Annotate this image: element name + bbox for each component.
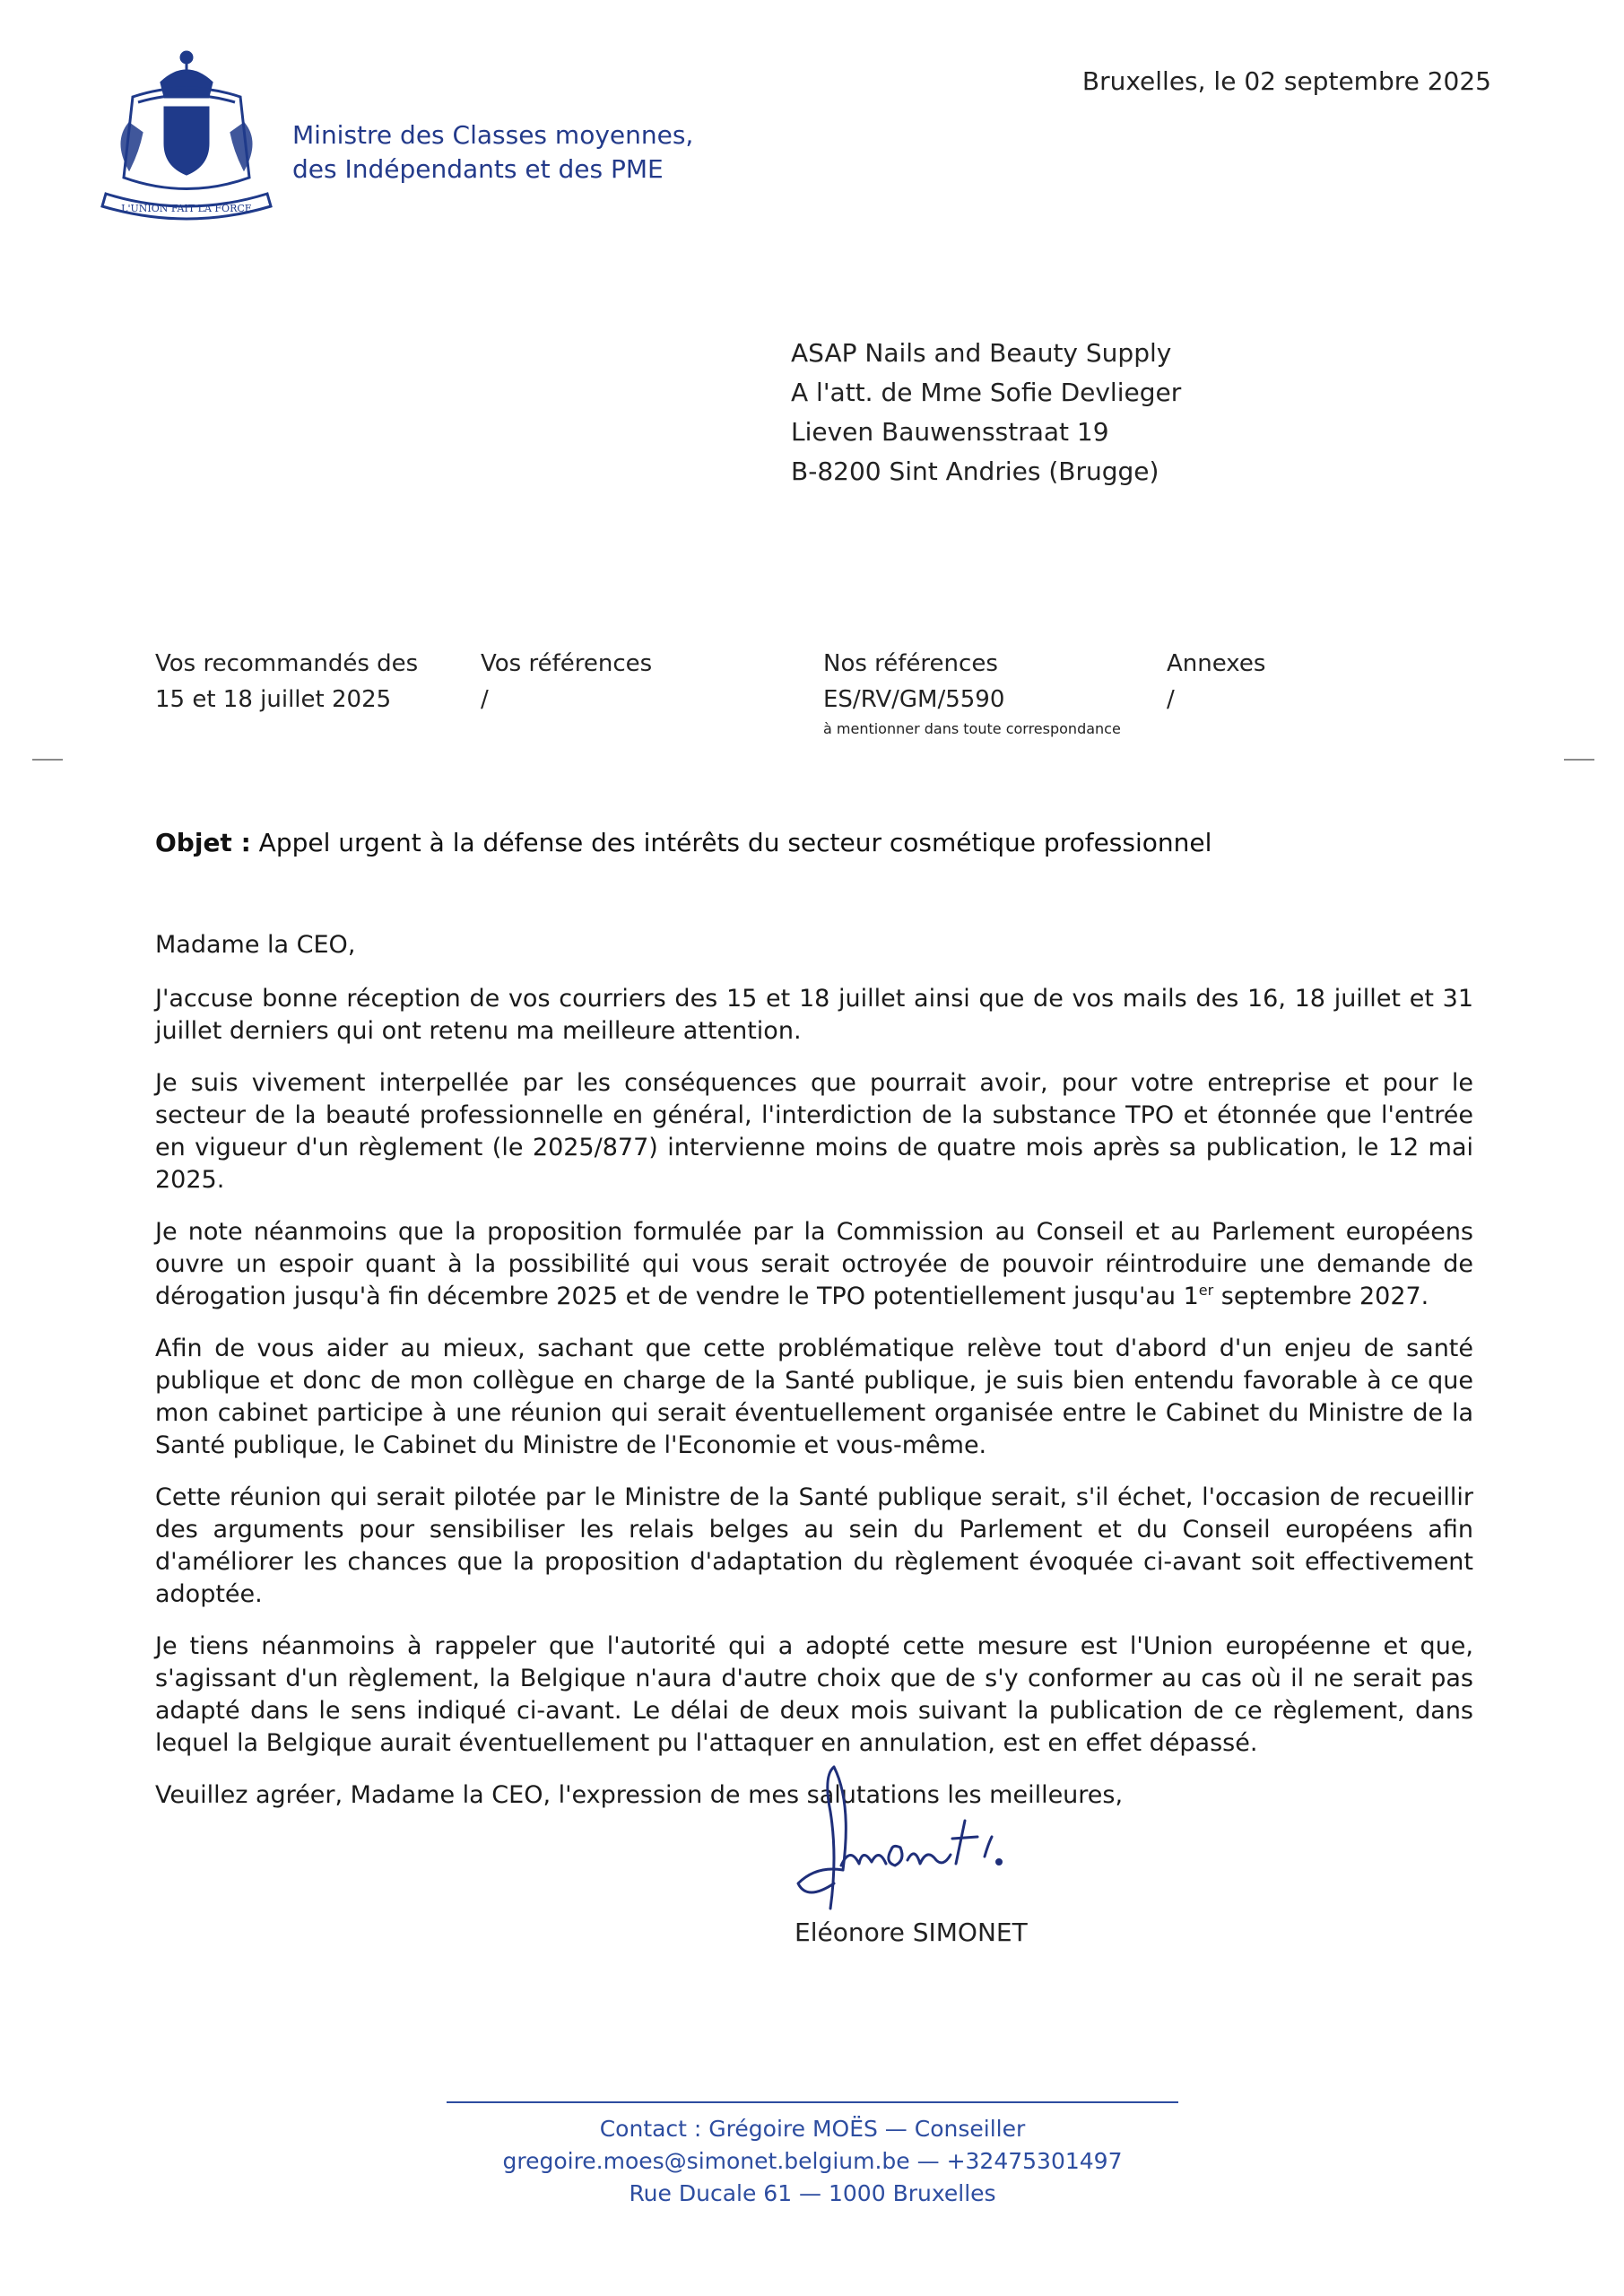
ministry-name xyxy=(292,118,693,187)
superscript-er: er xyxy=(1198,1282,1214,1299)
ref-value: / xyxy=(1167,686,1175,713)
paragraph-3-text: Je note néanmoins que la proposition formulée par la Commission au Conseil et au Parlement européens ouvre un espoir quant à la possibilité qui vous serait octroyée de pouvoir réintroduire une demande de dérogation jusqu'à fin décembre 2025 et de vendre le TPO potentiellement jusqu'au 1 xyxy=(155,1218,1473,1310)
ref-annexes xyxy=(1167,646,1265,718)
ref-value: ES/RV/GM/5590 xyxy=(823,686,1005,713)
ref-label: Annexes xyxy=(1167,650,1266,677)
paragraph-5: Cette réunion qui serait pilotée par le Ministre de la Santé publique serait, s'il échet, l'occasion de recueillir des arguments pour sensibiliser les relais belges au sein du Parlement et du Conseil européens afin d'améliorer les chances que la proposition d'adaptation du règlement évoquée ci-avant soit effectivement adoptée. xyxy=(155,1483,1473,1608)
fold-mark-right xyxy=(1564,759,1594,761)
subject-line xyxy=(155,828,1211,857)
recipient-attention: A l'att. de Mme Sofie Devlieger xyxy=(791,378,1182,407)
ministry-line-1: Ministre des Classes moyennes, xyxy=(292,120,694,150)
recipient-street: Lieven Bauwensstraat 19 xyxy=(791,417,1109,447)
ref-value: / xyxy=(481,686,489,713)
ref-label: Vos recommandés des xyxy=(155,650,419,677)
ref-note: à mentionner dans toute correspondance xyxy=(823,720,1121,737)
salutation: Madame la CEO, xyxy=(155,931,356,959)
letter-body xyxy=(155,929,1473,1831)
subject-label: Objet : xyxy=(155,828,251,857)
ministry-line-2: des Indépendants et des PME xyxy=(292,154,664,184)
paragraph-1: J'accuse bonne réception de vos courriers des 15 et 18 juillet ainsi que de vos mails des 16, 18 juillet et 31 juillet derniers qui ont retenu ma meilleure attention. xyxy=(155,985,1473,1045)
paragraph-3-end: septembre 2027. xyxy=(1213,1283,1429,1310)
signer-name: Eléonore SIMONET xyxy=(795,1918,1028,1947)
recipient-company: ASAP Nails and Beauty Supply xyxy=(791,338,1172,368)
footer-address: Rue Ducale 61 — 1000 Bruxelles xyxy=(629,2180,996,2206)
footer-contact xyxy=(447,2113,1178,2210)
fold-mark-left xyxy=(32,759,63,761)
recipient-address xyxy=(791,334,1181,491)
ref-label: Nos références xyxy=(823,650,998,677)
motto-text: L'UNION FAIT LA FORCE xyxy=(121,203,252,214)
paragraph-4: Afin de vous aider au mieux, sachant que cette problématique relève tout d'abord d'un enjeu de santé publique et donc de mon collègue en charge de la Santé publique, je suis bien entendu favorable à ce que mon cabinet participe à une réunion qui serait éventuellement organisée entre le Cabinet du Ministre de la Santé publique, le Cabinet du Ministre de l'Economie et vous-même. xyxy=(155,1335,1473,1459)
closing: Veuillez agréer, Madame la CEO, l'expression de mes salutations les meilleures, xyxy=(155,1781,1124,1809)
subject-text: Appel urgent à la défense des intérêts du secteur cosmétique professionnel xyxy=(250,828,1212,857)
coat-of-arms-logo xyxy=(79,43,294,231)
dateline: Bruxelles, le 02 septembre 2025 xyxy=(1081,66,1491,96)
footer-contact-person: Contact : Grégoire MOËS — Conseiller xyxy=(599,2116,1026,2142)
ref-value: 15 et 18 juillet 2025 xyxy=(155,686,392,713)
ref-our-references xyxy=(823,646,1121,739)
footer-divider xyxy=(447,2101,1178,2103)
footer-email-phone[interactable]: gregoire.moes@simonet.belgium.be — +32475301497 xyxy=(502,2148,1123,2174)
paragraph-2: Je suis vivement interpellée par les conséquences que pourrait avoir, pour votre entreprise et pour le secteur de la beauté professionnelle en général, l'interdiction de la substance TPO et étonnée que l'entrée en vigueur d'un règlement (le 2025/877) intervienne moins de quatre mois après sa publication, le 12 mai 2025. xyxy=(155,1069,1473,1194)
recipient-city: B-8200 Sint Andries (Brugge) xyxy=(791,457,1159,486)
paragraph-6: Je tiens néanmoins à rappeler que l'autorité qui a adopté cette mesure est l'Union européenne et que, s'agissant d'un règlement, la Belgique n'aura d'autre choix que de s'y conformer au cas où il ne serait pas adapté dans le sens indiqué ci-avant. Le délai de deux mois suivant la publication de ce règlement, dans lequel la Belgique aurait éventuellement pu l'attaquer en annulation, est en effet dépassé. xyxy=(155,1632,1473,1757)
handwritten-signature xyxy=(744,1749,1067,1928)
paragraph-3 xyxy=(155,1216,1473,1313)
ref-your-references xyxy=(481,646,652,718)
ref-label: Vos références xyxy=(481,650,653,677)
ref-your-letters xyxy=(155,646,418,718)
